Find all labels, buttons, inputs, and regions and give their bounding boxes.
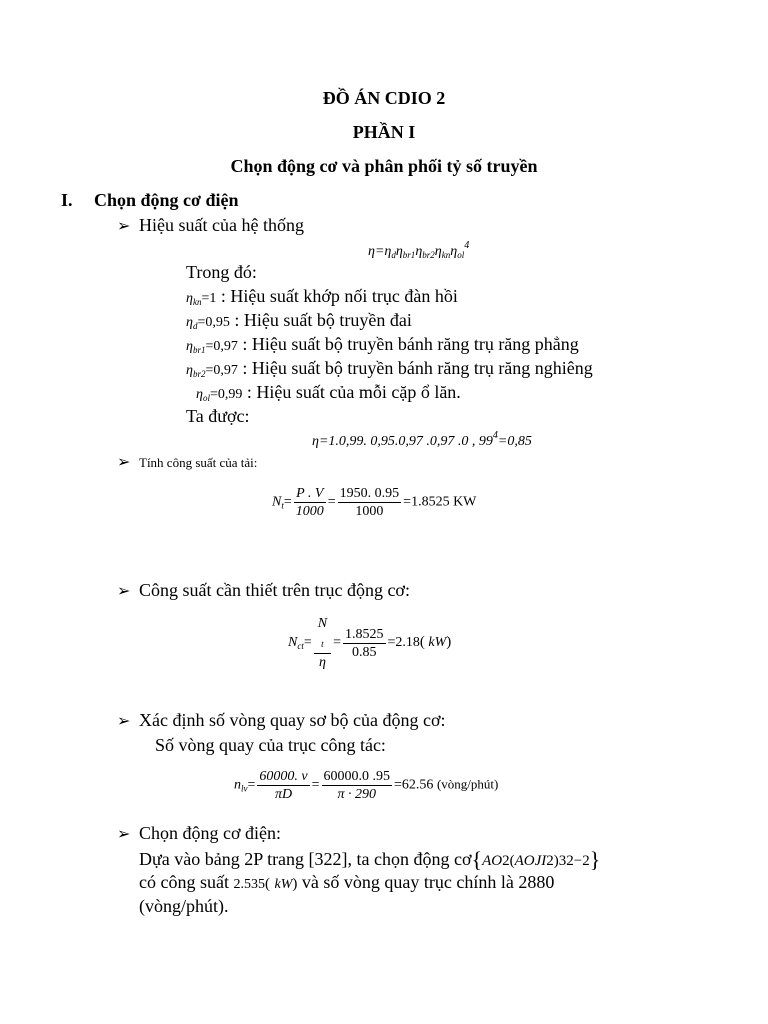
load-power-formula: $N_t=$ $\frac{P . V}{1000}$ = $\frac{1950. 0.95}{1000}$ =1.8525 KW [272, 486, 477, 519]
arrow-bullet-icon: ➢ [117, 583, 131, 600]
def-row-d: $\eta_d=0,95$ : Hiệu suất bộ truyền đai [186, 310, 412, 331]
chapter-title: Chọn động cơ và phân phối tỷ số truyền [230, 156, 538, 176]
arrow-bullet-icon: ➢ [117, 713, 131, 730]
bullet-speed: ➢ Xác định số vòng quay sơ bộ của động cơ: [117, 710, 446, 730]
required-power-formula: $N_{ct}=$ N $_t$ η = $\frac{1.8525}{0.85}$ =2.18( kW) [288, 616, 452, 670]
def-row-ol: $\eta_{ol}=0,99$ : Hiệu suất của mỗi cặp ổ lăn. [196, 382, 461, 403]
bullet-efficiency: ➢ Hiệu suất của hệ thống [117, 215, 304, 235]
doc-title: ĐỒ ÁN CDIO 2 [322, 88, 446, 108]
part-title: PHẦN I [352, 122, 416, 142]
efficiency-formula: $\eta=\eta_d\eta_{br1}\eta_{br2}\eta_{kn}\eta_{ol}^4$ [368, 240, 470, 260]
result-label: Ta được: [186, 406, 250, 426]
motor-selection-line: Dựa vào bảng 2P trang [322], ta chọn động cơ{AO2(AOJI2)32−2} [139, 847, 601, 872]
arrow-bullet-icon: ➢ [117, 454, 131, 471]
motor-code: {AO2(AOJI2)32−2} [471, 847, 601, 872]
bullet-required-power: ➢ Công suất cần thiết trên trục động cơ: [117, 580, 410, 600]
def-row-br1: $\eta_{br1}=0,97$ : Hiệu suất bộ truyền bánh răng trụ răng phẳng [186, 334, 579, 355]
motor-speed-unit: (vòng/phút). [139, 896, 229, 916]
efficiency-result-formula: η=1.0,99. 0,95.0,97 .0,97 .0 , $99^4=0,85$ [312, 430, 532, 449]
def-row-kn: $\eta_{kn}=1$ : Hiệu suất khớp nối trục đàn hồi [186, 286, 458, 307]
where-label: Trong đó: [186, 262, 257, 282]
motor-power-line: có công suất 2.535( kW) và số vòng quay trục chính là 2880 [139, 872, 555, 892]
bullet-choose-motor: ➢ Chọn động cơ điện: [117, 823, 282, 843]
speed-formula: $n_{lv}=$ $\frac{60000. v}{\pi D}$ = $\frac{60000.0 .95}{\pi \cdot 290}$ =62.56 (vòng/phút) [234, 769, 499, 802]
section-number: I. [61, 190, 73, 210]
def-row-br2: $\eta_{br2}=0,97$ : Hiệu suất bộ truyền bánh răng trụ răng nghiêng [186, 358, 593, 379]
arrow-bullet-icon: ➢ [117, 826, 131, 843]
arrow-bullet-icon: ➢ [117, 218, 131, 235]
bullet-load-power: ➢ Tính công suất của tải: [117, 454, 258, 471]
section-title: Chọn động cơ điện [94, 190, 239, 210]
working-shaft-speed-label: Số vòng quay của trục công tác: [155, 735, 386, 755]
